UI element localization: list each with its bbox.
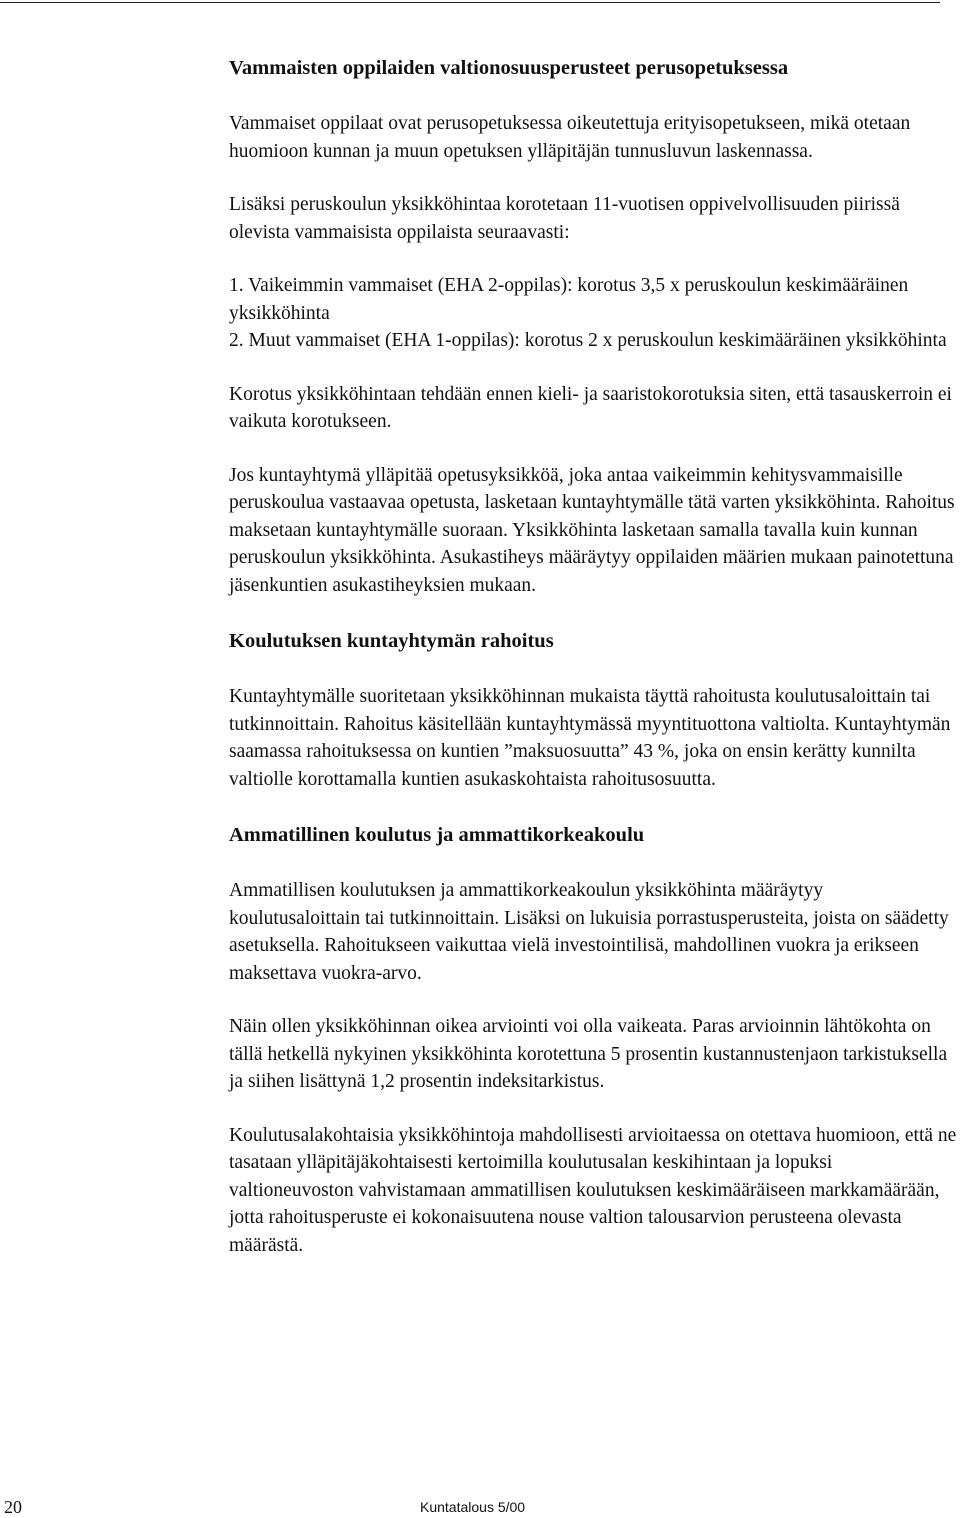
section-heading-disabled-pupils: Vammaisten oppilaiden valtionosuusperusteet perusopetuksessa (229, 57, 789, 79)
paragraph: Korotus yksikköhintaan tehdään ennen kieli- ja saaristokorotuksia siten, että tasauskerroin ei vaikuta korotukseen. (229, 383, 952, 432)
paragraph: Kuntayhtymälle suoritetaan yksikköhinnan mukaista täyttä rahoitusta koulutusaloittain tai tutkinnoittain. Rahoitus käsitellään kuntayhtymässä myyntituottona valtiolta. Kuntayhtymän saamassa rahoituksessa on kuntien ”maksuosuutta” 43 %, joka on ensin kerätty kunnilta valtiolle korottamalla kuntien asukaskohtaista rahoitusosuutta. (229, 686, 951, 790)
page-number: 20 (4, 1497, 22, 1517)
paragraph: Jos kuntayhtymä ylläpitää opetusyksikköä, joka antaa vaikeimmin kehitysvammaisille peruskoulua vastaavaa opetusta, lasketaan kuntayhtymälle tätä varten yksikköhinta. Rahoitus maksetaan kuntayhtymälle suoraan. Yksikköhinta lasketaan samalla tavalla kuin kunnan peruskoulun yksikköhinta. Asukastiheys määräytyy oppilaiden määrien mukaan painotettuna jäsenkuntien asukastiheyksien mukaan. (229, 464, 955, 596)
header-rule (0, 2, 940, 3)
paragraph: Koulutusalakohtaisia yksikköhintoja mahdollisesti arvioitaessa on otettava huomioon, että ne tasataan ylläpitäjäkohtaisesti kertoimilla koulutusalan keskihintaan ja lopuksi valtioneuvoston vahvistamaan ammatillisen koulutuksen keskimääräiseen markkamäärään, jotta rahoitusperuste ei kokonaisuutena nouse valtion talousarvion perusteena olevasta määrästä. (229, 1124, 957, 1256)
section-heading-vocational-education: Ammatillinen koulutus ja ammattikorkeakoulu (229, 824, 645, 846)
paragraph: Vammaiset oppilaat ovat perusopetuksessa oikeutettuja erityisopetukseen, mikä otetaan huomioon kunnan ja muun opetuksen ylläpitäjän tunnusluvun laskennassa. (229, 113, 911, 162)
paragraph: Lisäksi peruskoulun yksikköhintaa korotetaan 11-vuotisen oppivelvollisuuden piirissä olevista vammaisista oppilaista seuraavasti: (229, 194, 900, 243)
list-item: 2. Muut vammaiset (EHA 1-oppilas): korotus 2 x peruskoulun keskimääräinen yksikköhinta (229, 330, 947, 351)
publication-title: Kuntatalous 5/00 (420, 1499, 526, 1515)
section-heading-federation-funding: Koulutuksen kuntayhtymän rahoitus (229, 630, 554, 652)
list-item: 1. Vaikeimmin vammaiset (EHA 2-oppilas): korotus 3,5 x peruskoulun keskimääräinen yksikköhinta (229, 275, 909, 324)
paragraph: Ammatillisen koulutuksen ja ammattikorkeakoulun yksikköhinta määräytyy koulutusaloittain tai tutkinnoittain. Lisäksi on lukuisia porrastusperusteita, joista on säädetty asetuksella. Rahoitukseen vaikuttaa vielä investointilisä, mahdollinen vuokra ja erikseen maksettava vuokra-arvo. (229, 880, 949, 984)
document-body (229, 54, 957, 1259)
paragraph: Näin ollen yksikköhinnan oikea arviointi voi olla vaikeata. Paras arvioinnin lähtökohta on tällä hetkellä nykyinen yksikköhinta korotettuna 5 prosentin kustannustenjaon tarkistuksella ja siihen lisättynä 1,2 prosentin indeksitarkistus. (229, 1016, 948, 1092)
